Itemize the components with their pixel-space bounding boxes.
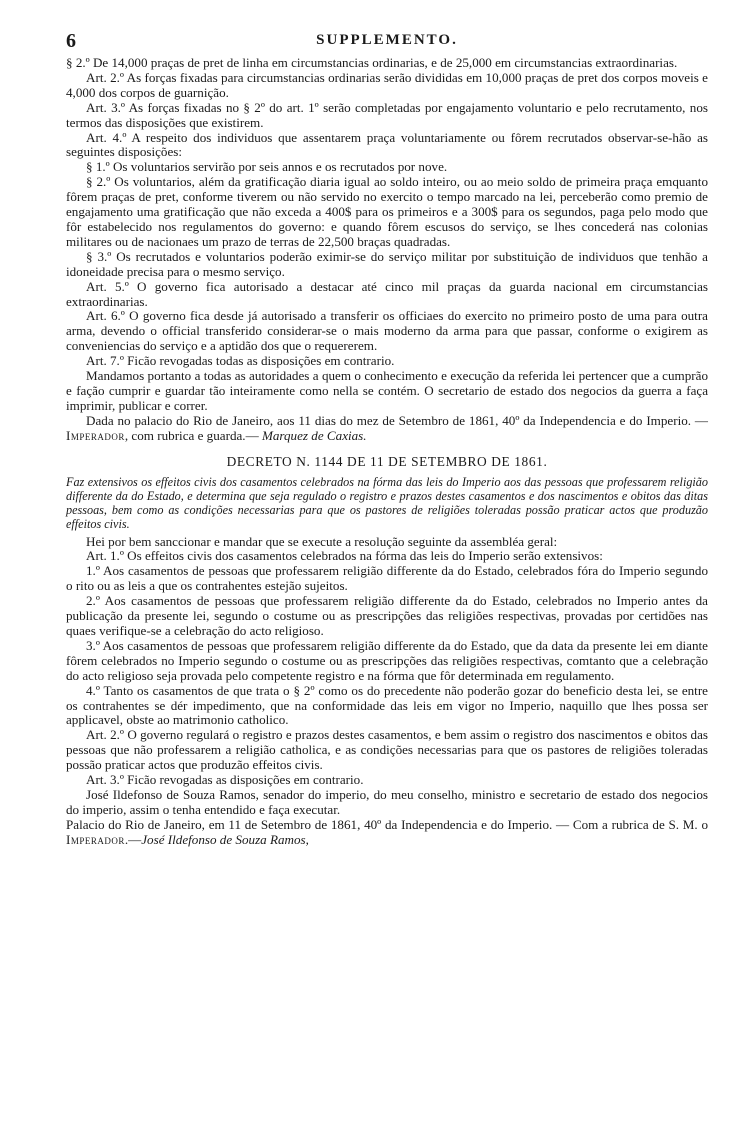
paragraph: Art. 1.º Os effeitos civis dos casamentos celebrados na fórma das leis do Imperio serão extensivos: xyxy=(86,548,603,564)
paragraph: Art. 4.º A respeito dos individuos que assentarem praça voluntariamente ou fôrem recrutados observar-se-hão as seguintes disposições: xyxy=(66,129,708,160)
dating-middle: , com rubrica e guarda.— xyxy=(124,427,262,443)
page-number: 6 xyxy=(66,30,76,52)
paragraph: 1.º Aos casamentos de pessoas que professarem religião differente da do Estado, celebrados fóra do Imperio segundo o rito ou as leis a que os contrahentes estejão sujeitos. xyxy=(66,563,708,594)
page-header xyxy=(66,30,708,56)
paragraph: José Ildefonso de Souza Ramos, senador do imperio, do meu conselho, ministro e secretario de estado dos negocios do imperio, assim o tenha entendido e faça executar. xyxy=(66,786,708,817)
paragraph: Art. 3.º As forças fixadas no § 2º do art. 1º serão completadas por engajamento voluntario e pelo recrutamento, nos termos das disposições que existirem. xyxy=(66,99,708,130)
law-continuation xyxy=(66,56,708,444)
paragraph: Art. 7.º Ficão revogadas todas as disposições em contrario. xyxy=(86,353,395,369)
document-page xyxy=(66,30,708,848)
emperor-title: Imperador xyxy=(66,831,125,847)
paragraph: § 3.º Os recrutados e voluntarios poderão eximir-se do serviço militar por substituição de individuos que tenhão a idoneidade precisa para o mesmo serviço. xyxy=(66,248,708,279)
paragraph: § 2.º De 14,000 praças de pret de linha em circumstancias ordinarias, e de 25,000 em circumstancias extraordinarias. xyxy=(66,55,678,70)
paragraph: Mandamos portanto a todas as autoridades a quem o conhecimento e execução da referida lei pertencer que a cumprão e fação cumprir e guardar tão inteiramente como nella se contém. O secretario de estado dos negocios da guerra a faça imprimir, publicar e correr. xyxy=(66,368,708,413)
signatory: José Ildefonso de Souza Ramos, xyxy=(141,831,309,847)
paragraph: Art. 5.º O governo fica autorisado a destacar até cinco mil praças da guarda nacional em circumstancias extraordinarias. xyxy=(66,278,708,309)
paragraph: Art. 2.º O governo regulará o registro e prazos destes casamentos, e bem assim o registro dos nascimentos e obitos das pessoas que não professarem a religião catholica, e as condições necessarias para que os pastores de religiões toleradas possão praticar actos que produzão effeitos civis. xyxy=(66,727,708,773)
decree-title: DECRETO N. 1144 DE 11 DE SETEMBRO DE 1861. xyxy=(226,453,548,469)
closing-dash: .— xyxy=(124,831,142,847)
signatory: Marquez de Caxias. xyxy=(261,427,367,443)
paragraph: Art. 2.º As forças fixadas para circumstancias ordinarias serão divididas em 10,000 praças de pret dos corpos moveis e 4,000 dos corpos de guarnição. xyxy=(66,69,708,100)
paragraph: Art. 6.º O governo fica desde já autorisado a transferir os officiaes do exercito no primeiro posto de uma para outra arma, devendo o official transferido considerar-se o mais moderno da arma para que passar, conforme o exigirem as conveniencias do serviço e a aptidão dos que o requererem. xyxy=(66,308,708,354)
paragraph: 3.º Aos casamentos de pessoas que professarem religião differente da do Estado, que da data da presente lei em diante fôrem celebrados no Imperio segundo o costume ou as prescripções das religiões respectivas, comtanto que a celebração do acto religioso seja provada pelo competente registro e na fórma que fôr determinada em regulamento. xyxy=(66,637,708,683)
emperor-title: Imperador xyxy=(66,427,125,443)
paragraph: § 2.º Os voluntarios, além da gratificação diaria igual ao soldo inteiro, ou ao meio soldo de primeira praça emquanto fôrem praças de pret, conforme tiverem ou não servido no exercito o tempo marcado na lei, perceberão como premio de engajamento uma gratificação que não exceda a 400$ para os primeiros e a 300$ para os segundos, paga pelo modo que fôr estabelecido nos regulamentos do governo: e quando fôrem escusos do serviço, se lhes concederá nas colonias militares ou de nacionaes um prazo de terras de 22,500 braças quadradas. xyxy=(66,174,708,249)
dating-line xyxy=(66,414,708,444)
paragraph: § 1.º Os voluntarios servirão por seis annos e os recrutados por nove. xyxy=(86,159,448,175)
decree-body xyxy=(66,535,708,848)
closing-text: Palacio do Rio de Janeiro, em 11 de Setembro de 1861, 40º da Independencia e do Imperio. — Com a rubrica de S. M. o xyxy=(66,816,708,832)
dating-text: Dada no palacio do Rio de Janeiro, aos 11 dias do mez de Setembro de 1861, 40º da Independencia e do Imperio. — xyxy=(86,412,708,428)
decree-summary: Faz extensivos os effeitos civis dos casamentos celebrados na fórma das leis do Imperio aos das pessoas que professarem religião differente da do Estado, e determina que seja regulado o registro e prazos destes casamentos e dos nascimentos e obitos das ditas pessoas, bem como as condições necessarias para que os pastores de religiões toleradas possão praticar actos que produzão effeitos civis. xyxy=(66,474,708,531)
paragraph: Hei por bem sanccionar e mandar que se execute a resolução seguinte da assembléa geral: xyxy=(86,533,558,549)
paragraph: 2.º Aos casamentos de pessoas que professarem religião differente da do Estado, celebrados no Imperio antes da publicação da presente lei, segundo o costume ou as prescripções das religiões respectivas, provadas por certidões nas quaes verifique-se a celebração do acto religioso. xyxy=(66,593,708,638)
closing-line xyxy=(66,818,708,848)
running-title: SUPPLEMENTO. xyxy=(316,32,458,48)
paragraph: Art. 3.º Ficão revogadas as disposições em contrario. xyxy=(86,772,364,788)
paragraph: 4.º Tanto os casamentos de que trata o § 2º como os do precedente não poderão gozar do beneficio desta lei, se entre os contrahentes se dér impedimento, que na conformidade das leis em vigor no Imperio, naquillo que lhes possa ser applicavel, obste ao matrimonio catholico. xyxy=(66,682,708,728)
